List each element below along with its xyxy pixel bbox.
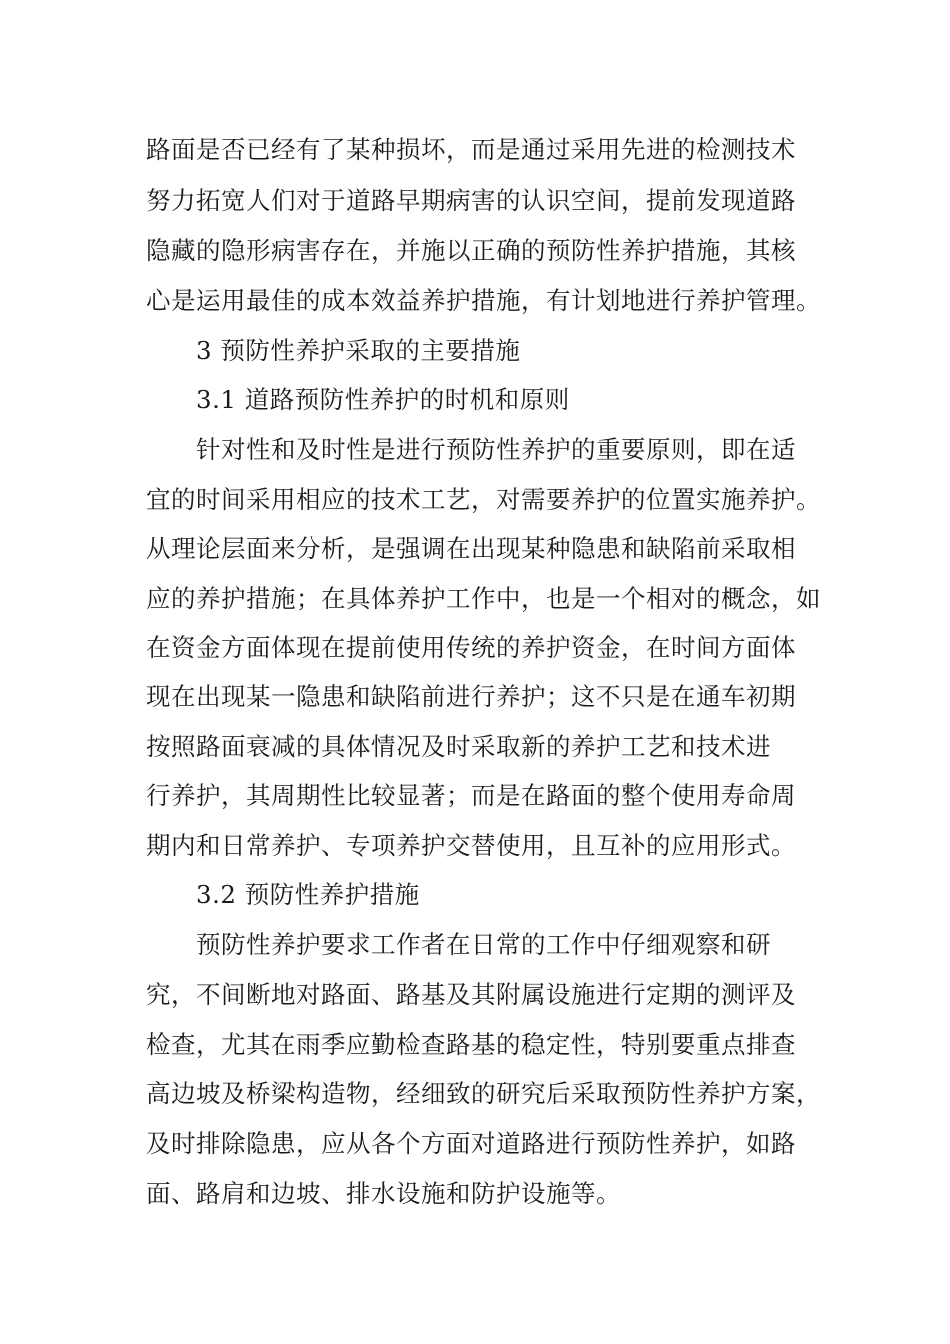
body-text-line: 面、路肩和边坡、排水设施和防护设施等。 [146, 1179, 621, 1208]
body-text-line: 行养护，其周期性比较显著；而是在路面的整个使用寿命周 [146, 781, 796, 810]
body-text-line: 及时排除隐患，应从各个方面对道路进行预防性养护，如路 [146, 1129, 796, 1158]
body-text-line: 预防性养护要求工作者在日常的工作中仔细观察和研 [196, 930, 771, 959]
body-text-line: 从理论层面来分析，是强调在出现某种隐患和缺陷前采取相 [146, 534, 796, 563]
body-text-line: 在资金方面体现在提前使用传统的养护资金，在时间方面体 [146, 633, 796, 662]
body-text-line: 宜的时间采用相应的技术工艺，对需要养护的位置实施养护。 [146, 485, 821, 514]
body-text-line: 按照路面衰减的具体情况及时采取新的养护工艺和技术进 [146, 732, 771, 761]
body-text-line: 路面是否已经有了某种损坏，而是通过采用先进的检测技术 [146, 135, 796, 164]
body-text-line: 期内和日常养护、专项养护交替使用，且互补的应用形式。 [146, 831, 796, 860]
body-text-line: 针对性和及时性是进行预防性养护的重要原则，即在适 [196, 435, 796, 464]
body-text-line: 现在出现某一隐患和缺陷前进行养护；这不只是在通车初期 [146, 682, 796, 711]
body-text-line: 检查，尤其在雨季应勤检查路基的稳定性，特别要重点排查 [146, 1030, 796, 1059]
subsection-heading: 3.1 道路预防性养护的时机和原则 [196, 385, 570, 414]
subsection-heading: 3.2 预防性养护措施 [196, 880, 420, 909]
section-heading: 3 预防性养护采取的主要措施 [196, 336, 521, 365]
body-text-line: 隐藏的隐形病害存在，并施以正确的预防性养护措施，其核 [146, 236, 796, 265]
body-text-line: 究，不间断地对路面、路基及其附属设施进行定期的测评及 [146, 980, 796, 1009]
body-text-line: 心是运用最佳的成本效益养护措施，有计划地进行养护管理。 [146, 286, 821, 315]
body-text-line: 应的养护措施；在具体养护工作中，也是一个相对的概念，如 [146, 584, 821, 613]
body-text-line: 努力拓宽人们对于道路早期病害的认识空间，提前发现道路 [146, 186, 796, 215]
body-text-line: 高边坡及桥梁构造物，经细致的研究后采取预防性养护方案， [146, 1079, 821, 1108]
